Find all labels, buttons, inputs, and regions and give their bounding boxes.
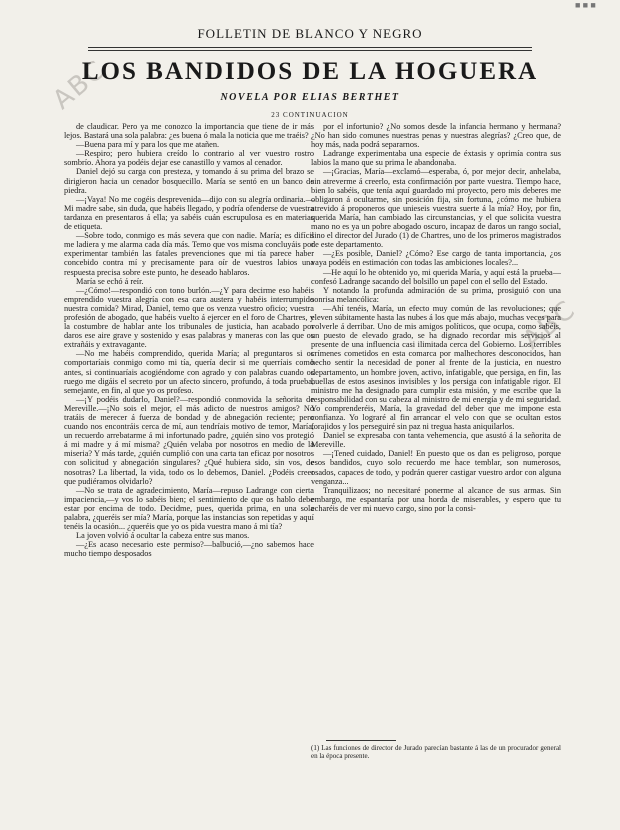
page-marks: ■ ■ ■ bbox=[575, 0, 596, 10]
text-column-right bbox=[311, 122, 561, 732]
paragraph: por el infortunio? ¿No somos desde la infancia hermano y hermana? ¿No han sido comunes nuestras penas y nuestras alegrías? ¿Creo que, de hoy más, nada podrá separarnos. bbox=[311, 122, 561, 150]
paragraph: María se echó á reír. bbox=[76, 276, 144, 286]
paragraph: Daniel dejó su carga con presteza, y tomando á su prima del brazo se dirigieron hacia un cenador bosquecillo. María se sentó en un banco de piedra. bbox=[64, 167, 314, 195]
header-rule-double bbox=[88, 50, 532, 51]
paragraph: La joven volvió á ocultar la cabeza entre sus manos. bbox=[76, 531, 250, 541]
paragraph: —Ahí tenéis, María, un efecto muy común de las revoluciones; que eleven súbitamente hasta las nubes á los que más abajo, muchas veces para volverle á derribar. Uno de mis amigos políticos, que ocupa, como sabéis, un puesto de elevado grado, se ha dignado recordar mis servicios al presente de una influencia casi ilimitada cerca del Gobierno. Los terribles crímenes cometidos en esta comarca por malhechores desconocidos, han hecho sentir la necesidad de poner al frente de la justicia, en nuestro departamento, un hombre joven, activo, infatigable, que persiga, en fin, las huellas de estos asesinos invisibles y los persiga con infatigable rigor. El ministro me ha designado para cumplir esta misión, y me escribe que la responsabilidad con su cabeza al ministro de mi energía y de mi seguridad. Yo comprenderéis, María, la gravedad del deber que me impone esta confianza. Yo lograré al fin arrancar el velo con que se ocultan estos forajidos y los perseguiré sin paz ni tregua hasta aniquilarlos. bbox=[311, 303, 561, 432]
paragraph: —¡Gracias, María—exclamó—esperaba, ó, por mejor decir, anhelaba, sin atreverme á creerlo, esta confirmación por parte vuestra. Tiempo hace, bien lo sabéis, que tenía aquí guardado mi proyecto, pero mis deberes me obligaron á ocultarme, sin posición fija, sin fortuna, ¿cómo me hubiera atrevido á proponeros que unieseis vuestra suerte á la mía? Hoy, por fin, querida María, han cambiado las circunstancias, y el que solicita vuestra mano no es ya un pobre abogado oscuro, incapaz de daros un rango social, sino el director del Jurado (1) de Chartres, uno de los primeros magistrados de este departamento. bbox=[311, 167, 561, 250]
paragraph: —Buena para mí y para los que me atañen. bbox=[76, 140, 220, 150]
paragraph: —No se trata de agradecimiento, María—repuso Ladrange con cierta impaciencia,—y vos lo sabéis bien; el sentimiento de que os hablo debe estar por encima de todo. Decidme, pues, querida prima, en una sola palabra, ¿queréis ser mía? María, porque las instancias son repetidas y aquí tenéis la ocasión... ¿queréis que yo os pida vuestra mano á mi tía? bbox=[64, 485, 314, 532]
paragraph: —Sobre todo, conmigo es más severa que con nadie. María; es difícil me ladiera y me alarma cada día más. Temo que vos misma concluyáis por experimentar también las fatales prevenciones que mi tía parece haber concebido contra mí y precisamente para oír de vuestros labios una respuesta precisa sobre este punto, he deseado hablaros. bbox=[64, 231, 314, 277]
paragraph: Ladrange experimentaba una especie de éxtasis y oprimía contra sus labios la mano que su prima le abandonaba. bbox=[311, 149, 561, 168]
paragraph: Y notando la profunda admiración de su prima, prosiguió con una sonrisa melancólica: bbox=[311, 285, 561, 304]
text-column-left bbox=[64, 122, 314, 812]
continuation-label: 23 CONTINUACION bbox=[271, 111, 349, 119]
story-title: LOS BANDIDOS DE LA HOGUERA bbox=[81, 58, 539, 85]
footnote-rule bbox=[326, 740, 396, 741]
footnote: (1) Las funciones de director de Jurado parecían bastante á las de un procurador general en la época presente. bbox=[311, 744, 561, 760]
paragraph: —¿Es posible, Daniel? ¿Cómo? Ese cargo de tanta importancia, ¿os vaya podéis en estimación con todas las ambiciones locales?... bbox=[311, 249, 561, 268]
paragraph: Tranquilizaos; no necesitaré ponerme al alcance de sus armas. Sin embargo, me espantaría por una horda de miserables, y espero que tu echaréis de ver mi nuevo cargo, sino por la consi- bbox=[311, 485, 561, 513]
header-rule bbox=[88, 47, 532, 48]
paragraph: —Respiro; pero hubiera creído lo contrario al ver vuestro rostro sombrío. Ahora ya podéis dejar ese canastillo y vamos al cenador. bbox=[64, 149, 314, 168]
paragraph: —¿Es acaso necesario este permiso?—balbució,—¿no sabemos hace mucho tiempo desposados bbox=[64, 540, 314, 559]
paragraph: —¿Cómo!—respondió con tono burlón.—¿Y para decirme eso habéis emprendido vuestra alegría con esa cara austera y habéis interrumpido nuestra comida? Mirad, Daniel, temo que os venza vuestro oficio; vuestra profesión de abogado, que habéis vuelto á ejercer en el foro de Chartres, y la costumbre de hablar ante los tribunales de justicia, han acabado por daros ese aire grave y sostenido y esas palabras y maneras con las que os extrañáis y extravagante. bbox=[64, 285, 314, 350]
paragraph: —¡Y podéis dudarlo, Daniel?—respondió conmovida la señorita de Mereville.—¡No sois el mejor, el más adicto de nuestros amigos? No tratáis de merecer á fuerza de bondad y de abnegación reciente; pero cuando nos encontráis cerca de mí, aun tendríais motivo de temor, María, un recuerdo arrebatarme á mi infortunado padre, ¿quién sino vos protegió á mi madre y á mí misma? ¿Quién velaba por nosotros en medio de la miseria? Y más tarde, ¿quién cumplió con una carta tan eficaz por nosotros con solicitud y abnegación singulares? ¿Qué hubiera sido, sin vos, de nosotras? La libertad, la vida, todo os lo debemos, Daniel. ¿Podéis creer que pudiéramos olvidarlo? bbox=[64, 394, 314, 486]
watermark-right: ABC bbox=[517, 294, 583, 356]
paragraph: —He aquí lo he obtenido yo, mi querida María, y aquí está la prueba—confesó Ladrange sacando del bolsillo un papel con el sello del Estado. bbox=[311, 267, 561, 286]
paragraph: —¡Tened cuidado, Daniel! En puesto que os dan es peligroso, porque esos bandidos, cuyo solo recuerdo me hace temblar, son numerosos, osados, capaces de todo, y podrán querer castigar vuestro ardor con alguna venganza... bbox=[311, 449, 561, 486]
paragraph: Daniel se expresaba con tanta vehemencia, que asustó á la señorita de Mereville. bbox=[311, 431, 561, 450]
paragraph: —¡Vaya! No me cogéis desprevenida—dijo con su alegría ordinaria.—Mi madre sabe, sin duda, que habéis llegado, y podría ofenderse de vuestra tardanza en presentaros á ella; ya sabéis cuán escrupulosa es en materias de etiqueta. bbox=[64, 194, 314, 232]
section-header: FOLLETIN DE BLANCO Y NEGRO bbox=[197, 26, 423, 41]
paragraph: de claudicar. Pero ya me conozco la importancia que tiene de ir más lejos. Bastará una sola palabra: ¿es buena ó mala la noticia que me traéis? bbox=[64, 122, 314, 141]
watermark-top-left: ABC bbox=[47, 54, 113, 116]
paragraph: —No me habéis comprendido, querida María; al preguntaros si os comportaríais conmigo como mi tía, quería decir si me querríais como antes, si continuaríais acogiéndome con agrado y con palabras cuando os ruego me digáis el secreto por un afecto sincero, profundo, á toda prueba, semejante, en fin, al que yo os profeso. bbox=[64, 349, 314, 395]
story-subtitle: NOVELA POR ELIAS BERTHET bbox=[220, 92, 400, 103]
